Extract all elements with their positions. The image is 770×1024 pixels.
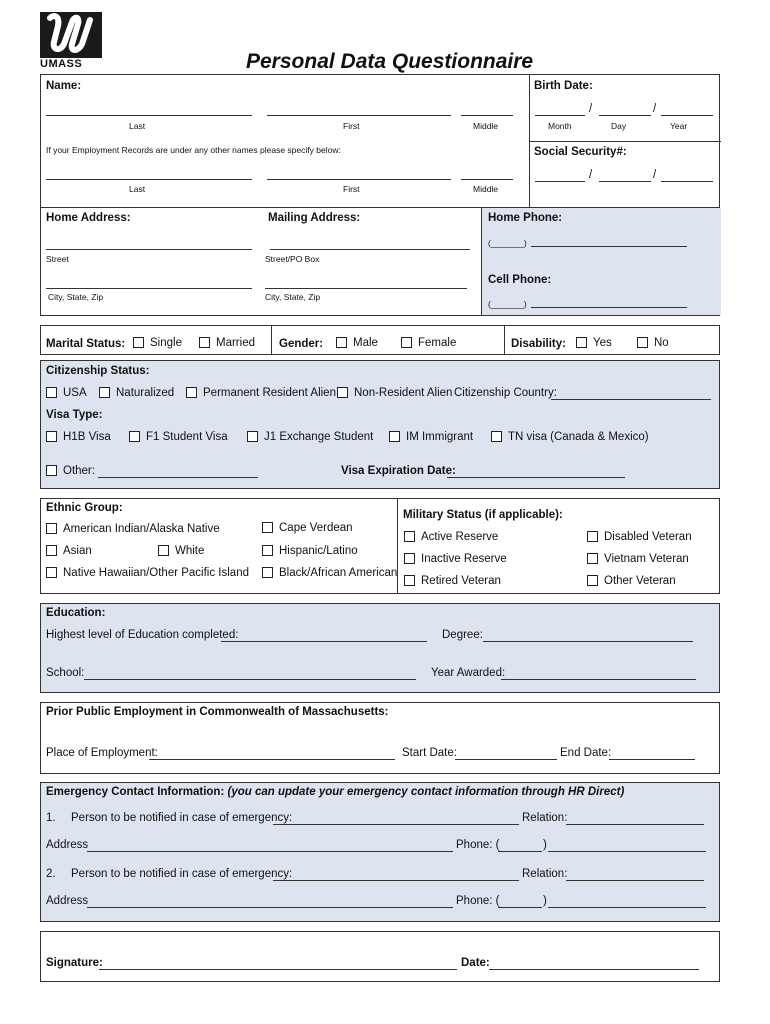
inactive-reserve-option[interactable]: Inactive Reserve [404, 553, 507, 565]
asian-option[interactable]: Asian [46, 545, 92, 557]
city-state-zip-caption: City, State, Zip [48, 292, 104, 302]
other-middle-line[interactable] [461, 179, 513, 180]
contact-1-address-line[interactable] [87, 851, 453, 852]
checkbox[interactable] [133, 337, 144, 348]
signature-section [40, 931, 720, 982]
middle-caption: Middle [473, 121, 499, 131]
ethnic-group-label: Ethnic Group: [46, 502, 123, 514]
signature-line[interactable] [99, 969, 457, 970]
military-status-label: Military Status (if applicable): [403, 509, 563, 521]
checkbox[interactable] [46, 431, 57, 442]
last-caption: Last [129, 184, 146, 194]
checkbox[interactable] [587, 531, 598, 542]
contact-2-phone-label: Phone: ( [456, 895, 500, 907]
contact-2-number: 2. [46, 868, 56, 880]
birth-day-line[interactable] [599, 115, 651, 116]
checkbox[interactable] [576, 337, 587, 348]
other-last-line[interactable] [46, 179, 252, 180]
last-caption: Last [129, 121, 146, 131]
other-visa-option[interactable]: Other: [46, 465, 95, 477]
contact-1-relation-line[interactable] [566, 824, 704, 825]
checkbox[interactable] [404, 531, 415, 542]
citizenship-country-label: Citizenship Country: [454, 387, 557, 399]
prior-employment-label: Prior Public Employment in Commonwealth of Massachusetts: [46, 706, 389, 718]
signature-label: Signature: [46, 957, 103, 969]
year-awarded-label: Year Awarded: [431, 667, 506, 679]
citizenship-country-line[interactable] [551, 399, 711, 400]
home-phone-label: Home Phone: [488, 212, 563, 224]
other-veteran-option[interactable]: Other Veteran [587, 575, 676, 587]
street-po-caption: Street/PO Box [265, 254, 320, 264]
highest-education-line[interactable] [221, 641, 427, 642]
contact-2-phone-line[interactable] [548, 907, 706, 908]
non-resident-option[interactable]: Non-Resident Alien [337, 387, 452, 399]
emergency-contact-section [40, 782, 720, 922]
highest-education-label: Highest level of Education completed: [46, 629, 239, 641]
american-indian-option[interactable]: American Indian/Alaska Native [46, 523, 220, 535]
cell-phone-area: (_______) [488, 299, 527, 309]
contact-2-relation-line[interactable] [566, 880, 704, 881]
checkbox[interactable] [336, 337, 347, 348]
h1b-option[interactable]: H1B Visa [46, 431, 111, 443]
month-caption: Month [548, 121, 572, 131]
checkbox[interactable] [262, 545, 273, 556]
checkbox[interactable] [587, 553, 598, 564]
contact-2-person-line[interactable] [273, 880, 519, 881]
contact-1-phone-line[interactable] [548, 851, 706, 852]
black-option[interactable]: Black/African American [262, 567, 397, 579]
visa-expiration-line[interactable] [447, 477, 625, 478]
degree-label: Degree: [442, 629, 483, 641]
checkbox[interactable] [262, 522, 273, 533]
naturalized-option[interactable]: Naturalized [99, 387, 174, 399]
slash: / [653, 169, 657, 181]
checkbox[interactable] [404, 553, 415, 564]
mailing-address-label: Mailing Address: [268, 212, 361, 224]
contact-1-address-label: Address [46, 839, 89, 851]
contact-1-number: 1. [46, 812, 56, 824]
checkbox[interactable] [129, 431, 140, 442]
emergency-contact-heading: Emergency Contact Information: (you can update your emergency contact information through HR Direct) [46, 786, 625, 798]
disability-label: Disability: [511, 338, 566, 350]
school-label: School: [46, 667, 85, 679]
umass-logo-text: UMASS [40, 58, 83, 70]
gender-label: Gender: [279, 338, 324, 350]
birth-year-line[interactable] [661, 115, 713, 116]
tn-option[interactable]: TN visa (Canada & Mexico) [491, 431, 649, 443]
ssn-part1-line[interactable] [535, 181, 585, 182]
page-title: Personal Data Questionnaire [246, 50, 534, 73]
day-caption: Day [611, 121, 627, 131]
first-caption: First [343, 121, 360, 131]
contact-1-area-code-line[interactable] [498, 851, 542, 852]
ssn-label: Social Security#: [534, 146, 627, 158]
citizenship-status-label: Citizenship Status: [46, 365, 150, 377]
last-name-line[interactable] [46, 115, 252, 116]
middle-caption: Middle [473, 184, 499, 194]
visa-type-label: Visa Type: [46, 409, 103, 421]
citizenship-section [40, 360, 720, 489]
contact-2-address-line[interactable] [87, 907, 453, 908]
year-awarded-line[interactable] [501, 679, 696, 680]
checkbox[interactable] [46, 545, 57, 556]
ssn-part3-line[interactable] [661, 181, 713, 182]
contact-1-person-label: Person to be notified in case of emergency: [71, 812, 293, 824]
usa-option[interactable]: USA [46, 387, 87, 399]
checkbox[interactable] [401, 337, 412, 348]
degree-line[interactable] [483, 641, 693, 642]
slash: / [653, 103, 657, 115]
j1-option[interactable]: J1 Exchange Student [247, 431, 373, 443]
checkbox[interactable] [262, 567, 273, 578]
place-of-employment-label: Place of Employment: [46, 747, 158, 759]
married-option[interactable]: Married [199, 337, 255, 349]
other-names-note: If your Employment Records are under any other names please specify below: [46, 145, 341, 155]
checkbox[interactable] [46, 567, 57, 578]
single-option[interactable]: Single [133, 337, 182, 349]
disabled-veteran-option[interactable]: Disabled Veteran [587, 531, 692, 543]
school-line[interactable] [84, 679, 416, 680]
end-date-line[interactable] [609, 759, 695, 760]
mailing-city-line[interactable] [265, 288, 467, 289]
end-date-label: End Date: [560, 747, 612, 759]
name-label: Name: [46, 80, 82, 92]
retired-veteran-option[interactable]: Retired Veteran [404, 575, 501, 587]
paren-close: ) [543, 895, 547, 907]
checkbox[interactable] [337, 387, 348, 398]
permanent-resident-option[interactable]: Permanent Resident Alien [186, 387, 336, 399]
street-caption: Street [46, 254, 69, 264]
date-label: Date: [461, 957, 490, 969]
contact-1-relation-label: Relation: [522, 812, 568, 824]
checkbox[interactable] [637, 337, 648, 348]
first-name-line[interactable] [267, 115, 451, 116]
start-date-line[interactable] [455, 759, 557, 760]
disability-yes-option[interactable]: Yes [576, 337, 612, 349]
contact-2-address-label: Address [46, 895, 89, 907]
ssn-part2-line[interactable] [599, 181, 651, 182]
birth-month-line[interactable] [535, 115, 585, 116]
slash: / [589, 103, 593, 115]
hispanic-option[interactable]: Hispanic/Latino [262, 545, 358, 557]
contact-2-area-code-line[interactable] [498, 907, 542, 908]
year-caption: Year [670, 121, 688, 131]
date-line[interactable] [489, 969, 699, 970]
male-option[interactable]: Male [336, 337, 378, 349]
start-date-label: Start Date: [402, 747, 457, 759]
address-section [40, 207, 720, 316]
checkbox[interactable] [46, 465, 57, 476]
checkbox[interactable] [247, 431, 258, 442]
name-section [40, 74, 720, 208]
cape-verdean-option[interactable]: Cape Verdean [262, 522, 353, 534]
white-option[interactable]: White [158, 545, 204, 557]
first-caption: First [343, 184, 360, 194]
education-section [40, 603, 720, 693]
paren-close: ) [543, 839, 547, 851]
visa-expiration-label: Visa Expiration Date: [341, 465, 456, 477]
cell-phone-label: Cell Phone: [488, 274, 552, 286]
disability-no-option[interactable]: No [637, 337, 669, 349]
im-option[interactable]: IM Immigrant [389, 431, 473, 443]
home-address-label: Home Address: [46, 212, 131, 224]
place-of-employment-line[interactable] [149, 759, 395, 760]
checkbox[interactable] [46, 523, 57, 534]
home-phone-area: (_______) [488, 238, 527, 248]
checkbox[interactable] [199, 337, 210, 348]
cell-phone-line[interactable] [531, 307, 687, 308]
home-phone-line[interactable] [531, 246, 687, 247]
checkbox[interactable] [46, 387, 57, 398]
checkbox[interactable] [389, 431, 400, 442]
checkbox[interactable] [491, 431, 502, 442]
f1-option[interactable]: F1 Student Visa [129, 431, 228, 443]
contact-1-person-line[interactable] [273, 824, 519, 825]
vietnam-veteran-option[interactable]: Vietnam Veteran [587, 553, 689, 565]
home-city-line[interactable] [46, 288, 252, 289]
active-reserve-option[interactable]: Active Reserve [404, 531, 498, 543]
prior-employment-section [40, 702, 720, 774]
contact-2-person-label: Person to be notified in case of emergency: [71, 868, 293, 880]
home-street-line[interactable] [46, 249, 252, 250]
contact-2-relation-label: Relation: [522, 868, 568, 880]
other-first-line[interactable] [267, 179, 451, 180]
checkbox[interactable] [158, 545, 169, 556]
checkbox[interactable] [404, 575, 415, 586]
ethnic-military-section [40, 498, 720, 594]
checkbox[interactable] [99, 387, 110, 398]
female-option[interactable]: Female [401, 337, 456, 349]
mailing-street-line[interactable] [270, 249, 470, 250]
checkbox[interactable] [186, 387, 197, 398]
middle-name-line[interactable] [461, 115, 513, 116]
other-visa-line[interactable] [98, 477, 258, 478]
umass-logo-mark [40, 12, 102, 58]
checkbox[interactable] [587, 575, 598, 586]
education-label: Education: [46, 607, 106, 619]
slash: / [589, 169, 593, 181]
contact-1-phone-label: Phone: ( [456, 839, 500, 851]
marital-status-label: Marital Status: [46, 338, 126, 350]
city-state-zip-caption: City, State, Zip [265, 292, 321, 302]
hawaiian-option[interactable]: Native Hawaiian/Other Pacific Island [46, 567, 249, 579]
birth-date-label: Birth Date: [534, 80, 593, 92]
marital-gender-row [40, 325, 720, 355]
